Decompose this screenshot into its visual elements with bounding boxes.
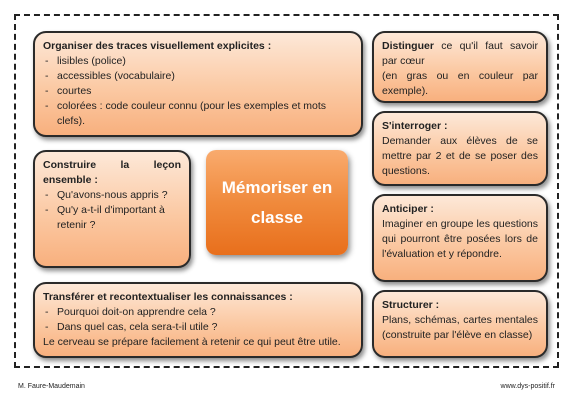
card-interroger bbox=[372, 111, 548, 186]
list-item: - lisibles (police) bbox=[43, 54, 353, 69]
card-organiser bbox=[33, 31, 363, 137]
card-text: Plans, schémas, cartes mentales (construite par l'élève en classe) bbox=[382, 314, 538, 341]
list-item: - Pourquoi doit-on apprendre cela ? bbox=[43, 305, 353, 320]
card-text: ce qu'il faut savoir par cœur bbox=[382, 40, 538, 67]
card-title: Structurer : bbox=[382, 299, 440, 311]
list-item: - Qu'avons-nous appris ? bbox=[43, 188, 181, 203]
card-distinguer bbox=[372, 31, 548, 103]
card-title: Construire la leçon ensemble : bbox=[43, 159, 181, 186]
bullet-list bbox=[43, 54, 353, 129]
list-item: - accessibles (vocabulaire) bbox=[43, 69, 353, 84]
card-text: Imaginer en groupe les questions qui pourront être posées lors de l'évaluation et y répondre. bbox=[382, 218, 538, 260]
card-title: S'interroger : bbox=[382, 120, 448, 132]
card-text: Demander aux élèves de se mettre par 2 et de se poser des questions. bbox=[382, 135, 538, 177]
footer-author: M. Faure-Maudemain bbox=[18, 383, 85, 390]
bullet-list bbox=[43, 305, 353, 335]
list-item: - courtes bbox=[43, 84, 353, 99]
bullet-list bbox=[43, 188, 181, 233]
card-title: Transférer et recontextualiser les connaissances : bbox=[43, 291, 293, 303]
card-title: Anticiper : bbox=[382, 203, 434, 215]
list-item: - Dans quel cas, cela sera-t-il utile ? bbox=[43, 320, 353, 335]
list-item: - Qu'y a-t-il d'important à retenir ? bbox=[43, 203, 181, 233]
center-title-box bbox=[206, 150, 348, 255]
card-note: Le cerveau se prépare facilement à retenir ce qui peut être utile. bbox=[43, 336, 341, 348]
card-anticiper bbox=[372, 194, 548, 282]
card-title: Organiser des traces visuellement explicites : bbox=[43, 40, 272, 52]
card-note: (en gras ou en couleur par exemple). bbox=[382, 70, 538, 97]
footer-site: www.dys-positif.fr bbox=[500, 383, 555, 390]
list-item: - colorées : code couleur connu (pour les exemples et mots clefs). bbox=[43, 99, 353, 129]
card-construire bbox=[33, 150, 191, 268]
card-transferer bbox=[33, 282, 363, 358]
card-title: Distinguer bbox=[382, 40, 434, 52]
center-title: Mémoriser en classe bbox=[221, 177, 333, 227]
card-structurer bbox=[372, 290, 548, 358]
